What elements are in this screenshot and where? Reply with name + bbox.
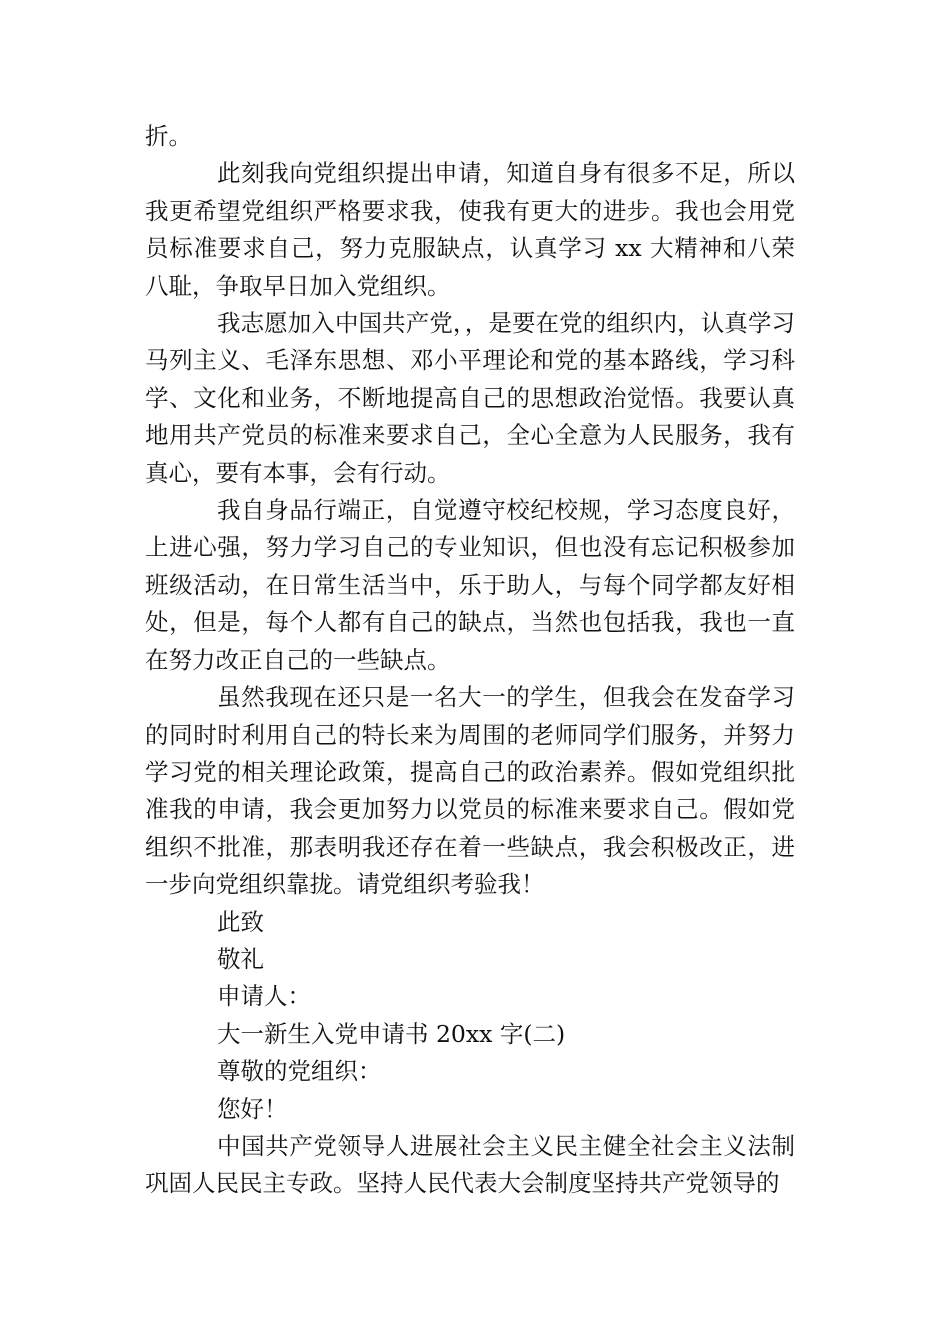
greeting-addressee: 尊敬的党组织： (217, 1057, 382, 1086)
paragraph-democracy: 中国共产党领导人进展社会主义民主健全社会主义法制巩固人民民主专政。坚持人民代表大会制度坚持共产党领导的 (145, 1131, 795, 1198)
greeting-hello: 您好！ (217, 1094, 288, 1123)
paragraph-application: 此刻我向党组织提出申请，知道自身有很多不足，所以我更希望党组织严格要求我，使我有更大的进步。我也会用党员标准要求自己，努力克服缺点，认真学习 xx 大精神和八荣八耻，争取早日加入党组织。 (145, 159, 795, 300)
applicant-label: 申请人： (217, 982, 311, 1011)
document-body (145, 118, 795, 1203)
paragraph-conduct: 我自身品行端正，自觉遵守校纪校规，学习态度良好，上进心强，努力学习自己的专业知识，但也没有忘记积极参加班级活动，在日常生活当中，乐于助人，与每个同学都友好相处，但是，每个人都有自己的缺点，当然也包括我，我也一直在努力改正自己的一些缺点。 (145, 496, 795, 674)
closing-regards: 敬礼 (217, 944, 264, 973)
paragraph-student: 虽然我现在还只是一名大一的学生，但我会在发奋学习的同时时利用自己的特长来为周围的老师同学们服务，并努力学习党的相关理论政策，提高自己的政治素养。假如党组织批准我的申请，我会更加努力以党员的标准来要求自己。假如党组织不批准，那表明我还存在着一些缺点，我会积极改正，进一步向党组织靠拢。请党组织考验我！ (145, 683, 795, 899)
paragraph-fragment: 折。 (145, 122, 192, 150)
closing-salutation: 此致 (217, 907, 264, 936)
paragraph-volunteer: 我志愿加入中国共产党，，是要在党的组织内，认真学习马列主义、毛泽东思想、邓小平理论和党的基本路线，学习科学、文化和业务，不断地提高自己的思想政治觉悟。我要认真地用共产党员的标准来要求自己，全心全意为人民服务，我有真心，要有本事，会有行动。 (145, 309, 795, 487)
section-title: 大一新生入党申请书 20xx 字(二) (217, 1019, 566, 1048)
